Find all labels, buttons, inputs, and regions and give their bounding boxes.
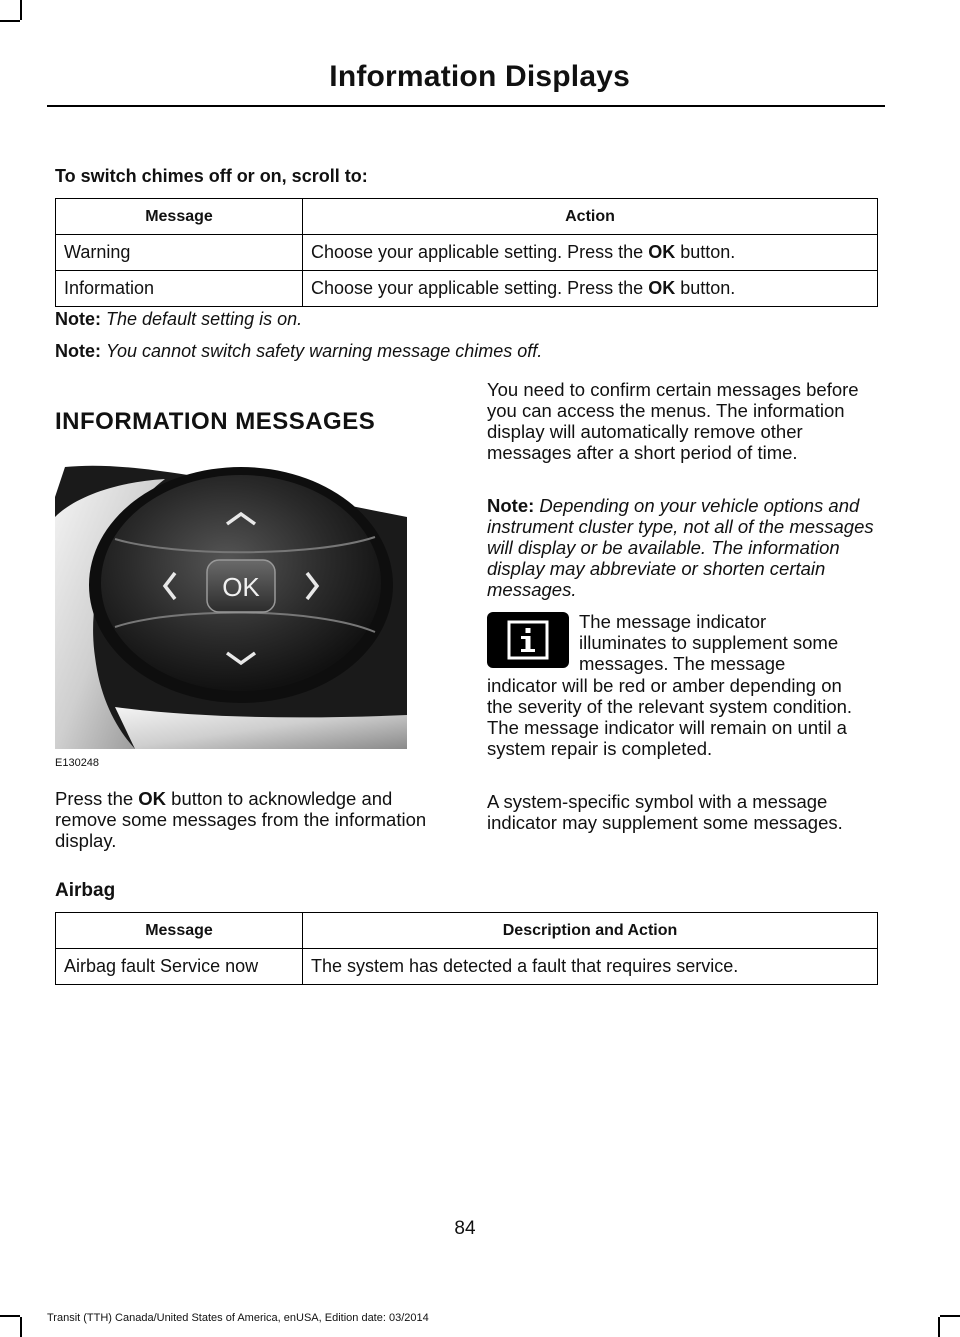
cell-message: Information: [56, 271, 303, 307]
column-header-description: Description and Action: [303, 913, 878, 949]
cell-action-text: Choose your applicable setting. Press the: [311, 278, 649, 298]
symbol-paragraph: A system-specific symbol with a message indicator may supplement some messages.: [487, 791, 843, 833]
indicator-paragraph-rest: indicator will be red or amber depending on the severity of the relevant system condition. The message indicator will remain on until a system repair is completed.: [487, 675, 853, 759]
ok-key: OK: [648, 242, 676, 262]
note-text: The default setting is on.: [106, 309, 303, 329]
indicator-paragraph-lead: [579, 611, 879, 674]
table-row: [56, 271, 878, 307]
edition-footer: Transit (TTH) Canada/United States of America, enUSA, Edition date: 03/2014: [47, 1312, 429, 1324]
cell-action-text-end: button.: [675, 278, 736, 298]
cell-message: Airbag fault Service now: [56, 949, 303, 985]
crop-mark-bottom-right: [938, 1317, 940, 1337]
chimes-lead: To switch chimes off or on, scroll to:: [55, 166, 368, 186]
crop-mark-bottom-left: [20, 1317, 22, 1337]
indicator-line: The message indicator: [579, 611, 767, 632]
table-row: [56, 235, 878, 271]
header-divider: [47, 105, 885, 107]
press-ok-paragraph: [55, 788, 455, 851]
ok-button-label: OK: [222, 572, 260, 602]
press-text: Press the: [55, 788, 139, 809]
column-header-message: Message: [56, 913, 303, 949]
page-title: Information Displays: [329, 60, 630, 93]
chimes-table: [55, 198, 878, 307]
crop-mark-top-left: [20, 0, 22, 20]
note-label: Note:: [487, 495, 535, 516]
cell-action-text-end: button.: [675, 242, 736, 262]
message-indicator-icon: [487, 612, 569, 668]
airbag-table: [55, 912, 878, 985]
figure-code: E130248: [55, 757, 100, 769]
note-text: You cannot switch safety warning message chimes off.: [106, 341, 543, 361]
table-header-row: [56, 199, 878, 235]
cell-message: Warning: [56, 235, 303, 271]
section-title-airbag: Airbag: [55, 880, 116, 901]
note-default-setting: [55, 309, 302, 330]
column-header-message: Message: [56, 199, 303, 235]
note-text: Depending on your vehicle options and instrument cluster type, not all of the messages will display or be available. The information display may abbreviate or shorten certain messages.: [487, 495, 874, 600]
cell-description: The system has detected a fault that requires service.: [303, 949, 878, 985]
note-safety-chimes: [55, 341, 542, 362]
cell-action: [303, 271, 878, 307]
note-label: Note:: [55, 309, 101, 329]
cell-action-text: Choose your applicable setting. Press the: [311, 242, 649, 262]
indicator-line: illuminates to supplement some: [579, 632, 839, 653]
note-cluster-options: [487, 495, 877, 600]
crop-mark-bottom-right-h: [940, 1315, 960, 1317]
steering-wheel-controls-illustration: [55, 457, 407, 749]
cell-action: [303, 235, 878, 271]
ok-key: OK: [648, 278, 676, 298]
indicator-line: messages. The message: [579, 653, 786, 674]
section-title-information-messages: INFORMATION MESSAGES: [55, 408, 376, 435]
crop-mark-top-left-h: [0, 20, 20, 22]
column-header-action: Action: [303, 199, 878, 235]
press-text-end: button to acknowledge and remove some messages from the information display.: [55, 788, 427, 851]
confirm-paragraph: You need to confirm certain messages before you can access the menus. The information display will automatically remove other messages after a short period of time.: [487, 379, 859, 463]
table-header-row: [56, 913, 878, 949]
page-number: 84: [454, 1218, 476, 1239]
crop-mark-bottom-left-h: [0, 1315, 20, 1317]
note-label: Note:: [55, 341, 101, 361]
table-row: [56, 949, 878, 985]
ok-key: OK: [138, 788, 167, 809]
info-icon: [487, 612, 569, 668]
